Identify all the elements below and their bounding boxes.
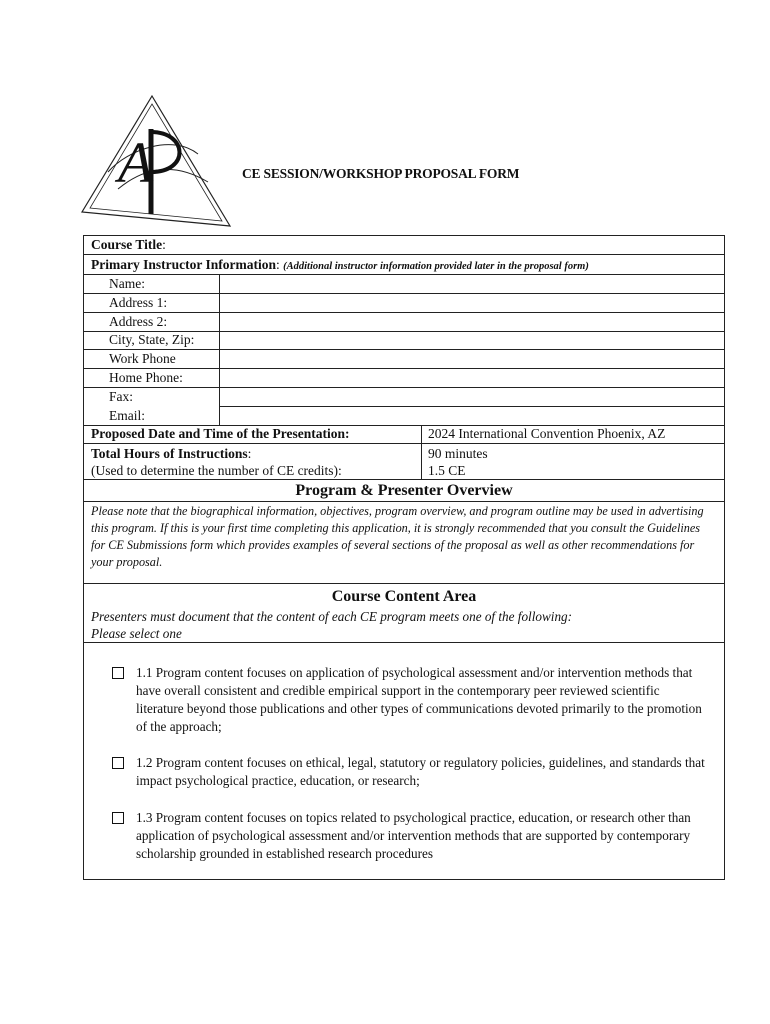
hours-value[interactable]: 90 minutes bbox=[428, 446, 488, 461]
content-heading-row bbox=[84, 584, 724, 608]
instructor-label: Primary Instructor Information bbox=[91, 257, 276, 272]
presentation-date-row bbox=[84, 426, 724, 444]
option-1-1-text: 1.1 Program content focuses on application of psychological assessment and/or intervention methods that have overall consistent and credible empirical support in the contemporary peer reviewed scientific literature beyond those publications and other types of communications devoted primarily to the promotion of the approach; bbox=[136, 665, 702, 734]
field-row-email[interactable] bbox=[84, 407, 724, 426]
field-row-address1[interactable] bbox=[84, 294, 724, 313]
content-instruction-row bbox=[84, 608, 724, 643]
checkbox-1-3[interactable] bbox=[112, 812, 124, 824]
field-row-work-phone[interactable] bbox=[84, 350, 724, 369]
course-title-label: Course Title bbox=[91, 237, 163, 252]
fax-underline bbox=[219, 388, 724, 407]
content-heading: Course Content Area bbox=[331, 588, 477, 605]
option-1-3[interactable] bbox=[112, 809, 710, 863]
instructor-header-row: Primary Instructor Information: (Additional instructor information provided later in the proposal form) bbox=[84, 255, 724, 275]
field-row-address2[interactable] bbox=[84, 313, 724, 332]
overview-heading: Program & Presenter Overview bbox=[295, 482, 513, 499]
field-row-home-phone[interactable] bbox=[84, 369, 724, 388]
overview-note-row bbox=[84, 502, 724, 584]
course-title-row[interactable]: Course Title: bbox=[84, 236, 724, 255]
overview-heading-row bbox=[84, 480, 724, 502]
option-1-1[interactable] bbox=[112, 664, 710, 736]
option-1-2-text: 1.2 Program content focuses on ethical, legal, statutory or regulatory policies, guidelines, and standards that impact psychological practice, education, or research; bbox=[136, 755, 705, 788]
field-label-name: Name: bbox=[109, 276, 145, 291]
checkbox-1-2[interactable] bbox=[112, 757, 124, 769]
content-instruction: Presenters must document that the content of each CE program meets one of the following: bbox=[91, 609, 573, 624]
field-label-city: City, State, Zip: bbox=[109, 332, 195, 347]
field-row-city[interactable] bbox=[84, 332, 724, 350]
date-value[interactable]: 2024 International Convention Phoenix, AZ bbox=[428, 426, 666, 441]
field-label-home-phone: Home Phone: bbox=[109, 370, 183, 385]
presentation-hours-row: Total Hours of Instructions: (Used to determine the number of CE credits): 90 minutes 1.5 CE bbox=[84, 444, 724, 480]
option-1-3-text: 1.3 Program content focuses on topics related to psychological practice, education, or research other than application of psychological assessment and/or intervention methods that are supported by contemporary scholarship grounded in established research procedures bbox=[136, 810, 691, 861]
credits-value[interactable]: 1.5 CE bbox=[428, 463, 466, 478]
field-label-fax: Fax: bbox=[109, 389, 134, 404]
field-label-address2: Address 2: bbox=[109, 314, 168, 329]
form-title: CE SESSION/WORKSHOP PROPOSAL FORM bbox=[242, 166, 520, 181]
field-label-work-phone: Work Phone bbox=[109, 351, 176, 366]
date-label: Proposed Date and Time of the Presentation: bbox=[91, 426, 350, 441]
content-select: Please select one bbox=[91, 626, 182, 641]
instructor-note: (Additional instructor information provided later in the proposal form) bbox=[283, 261, 589, 272]
checkbox-1-1[interactable] bbox=[112, 667, 124, 679]
svg-text:A: A bbox=[118, 130, 154, 195]
organization-logo bbox=[78, 94, 234, 232]
overview-note: Please note that the biographical information, objectives, program overview, and program outline may be used in advertising this program. If this is your first time completing this application, it is strongly recommended that you consult the Guidelines for CE Submissions form which provides examples of several sections of the proposal as well as other recommendations for your proposal. bbox=[91, 504, 704, 569]
proposal-form bbox=[83, 235, 725, 880]
field-row-name[interactable] bbox=[84, 275, 724, 294]
option-1-2[interactable] bbox=[112, 754, 710, 790]
field-label-email: Email: bbox=[109, 408, 145, 423]
hours-sub: (Used to determine the number of CE credits): bbox=[91, 463, 342, 478]
hours-label: Total Hours of Instructions bbox=[91, 446, 248, 461]
field-label-address1: Address 1: bbox=[109, 295, 168, 310]
